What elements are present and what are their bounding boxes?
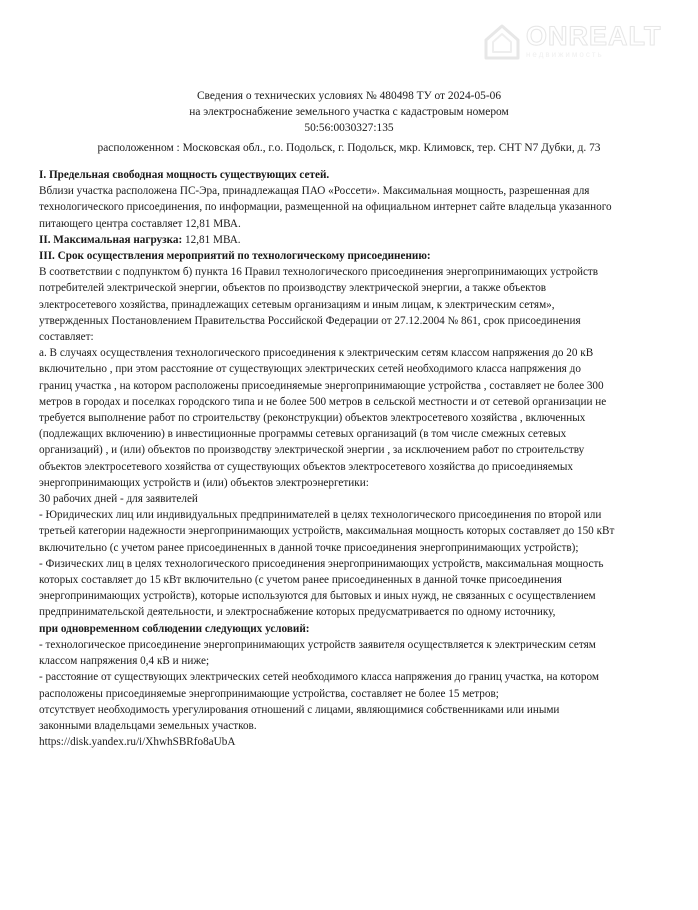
condition-line: - технологическое присоединение энергопринимающих устройств заявителя осуществляется к электрическим сетям (39, 638, 596, 651)
item-a-line: (подлежащих включению) в инвестиционные программы сетевых организаций (в том числе смежных сетевых (39, 428, 567, 441)
applicants-line: энергопринимающих устройств), которые используются для бытовых и иных нужд, не связанных с осуществлением (39, 590, 596, 603)
header-title: Сведения о технических условиях № 480498 ТУ от 2024-05-06 (196, 90, 502, 102)
section-1-line: Вблизи участка расположена ПС-Эра, принадлежащая ПАО «Россети». Максимальная мощность, разрешенная для (39, 185, 590, 198)
section-3-intro-line: составляет: (39, 331, 94, 344)
applicants-line: включительно (с учетом ранее присоединенных в данной точке присоединения энергопринимающих устройств); (39, 541, 579, 554)
item-a-line: а. В случаях осуществления технологического присоединения к электрическим сетям классом напряжения до 20 кВ (39, 347, 594, 360)
condition-line: - расстояние от существующих электрических сетей необходимого класса напряжения до границ участка, на котором (39, 671, 599, 684)
item-a-line: границ участка , на котором расположены присоединяемые энергопринимающие устройства , составляет не более 300 (39, 379, 604, 392)
section-3-intro-line: утвержденных Постановлением Правительства Российской Федерации от 27.12.2004 № 861, срок присоединения (39, 314, 581, 327)
item-a-line: организаций) , и (или) объектов по производству электрической энергии , за исключением работ по строительству (39, 444, 585, 457)
applicants-line: которых составляет до 15 кВт включительно (с учетом ранее присоединенных в данной точке присоединения (39, 574, 562, 587)
applicants-line: предпринимательской деятельности, и электроснабжение которых предусматривается по одному источнику, (39, 606, 556, 619)
section-2 (39, 232, 639, 248)
condition-line: отсутствует необходимость урегулирования отношений с лицами, являющимися собственниками или иными (39, 703, 560, 716)
yandex-disk-link[interactable]: https://disk.yandex.ru/i/XhwhSBRfo8aUbA (39, 736, 236, 749)
house-logo-icon (482, 22, 522, 62)
watermark-name: ONREALT (526, 21, 662, 51)
item-a-line: метров в городах и поселках городского типа и не более 500 метров в сельской местности и от сетевой организации не (39, 395, 607, 408)
section-2-title: II. Максимальная нагрузка: (39, 233, 183, 246)
item-a-line: объектов электросетевого хозяйства от существующих объектов электросетевого хозяйства до присоединяемых (39, 460, 573, 473)
section-2-value: 12,81 МВА. (182, 233, 241, 246)
watermark-subtitle: недвижимость (526, 50, 604, 59)
item-a-line: энергопринимающих устройств и (или) объектов электроэнергетики: (39, 476, 369, 489)
applicants-line: - Юридических лиц или индивидуальных предпринимателей в целях технологического присоединения по второй или (39, 509, 602, 522)
section-1-line: питающего центра составляет 12,81 МВА. (39, 217, 241, 230)
document-body (39, 167, 639, 750)
term-line: 30 рабочих дней - для заявителей (39, 493, 198, 506)
header-subtitle: на электроснабжение земельного участка с кадастровым номером (189, 106, 509, 118)
applicants-line: - Физических лиц в целях технологического присоединения энергопринимающих устройств, максимальная мощность (39, 557, 604, 570)
item-a-line: требуется выполнение работ по строительству (реконструкции) объектов электросетевого хозяйства , включенных (39, 412, 586, 425)
item-a-line: включительно , при этом расстояние от существующих электрических сетей необходимого класса напряжения до (39, 363, 581, 376)
section-3-intro-line: потребителей электрической энергии, объектов по производству электрической энергии, а также объектов (39, 282, 547, 295)
section-3-intro-line: В соответствии с подпунктом б) пункта 16 Правил технологического присоединения энергопринимающих устройств (39, 266, 599, 279)
cadastral-number: 50:56:0030327:135 (304, 122, 394, 134)
section-1-title: I. Предельная свободная мощность существующих сетей. (39, 169, 330, 181)
condition-line: расположены присоединяемые энергопринимающие устройства, составляет не более 15 метров; (39, 687, 499, 700)
condition-line: законными владельцами земельных участков. (39, 719, 257, 732)
section-3-title: III. Срок осуществления мероприятий по технологическому присоединению: (39, 250, 431, 263)
plot-address: расположенном : Московская обл., г.о. Подольск, г. Подольск, мкр. Климовск, тер. СНТ N7 Дубки, д. 73 (97, 142, 601, 154)
applicants-line: третьей категории надежности энергопринимающих устройств, максимальная мощность которых составляет до 150 кВт (39, 525, 615, 538)
onrealt-watermark (482, 22, 662, 62)
document-header (0, 88, 698, 156)
condition-line: классом напряжения 0,4 кВ и ниже; (39, 655, 210, 668)
conditions-title: при одновременном соблюдении следующих условий: (39, 622, 310, 635)
section-3-intro-line: электросетевого хозяйства, принадлежащих сетевым организациям и иным лицам, к электрическим сетям», (39, 298, 555, 311)
section-1-line: технологического присоединения, по информации, размещенной на официальном интернет сайте владельца указанного (39, 201, 612, 214)
